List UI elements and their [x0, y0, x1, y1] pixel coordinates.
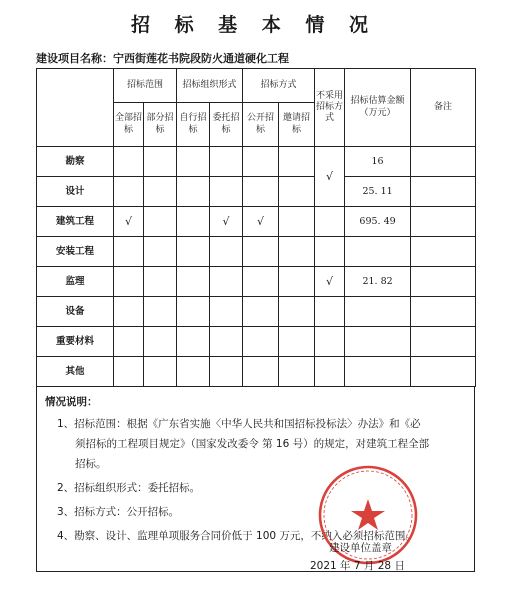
cell-amount: [345, 237, 411, 267]
cell-no-bid: [315, 207, 345, 237]
header-self: 自行招标: [177, 103, 210, 147]
corner-cell: [37, 69, 114, 147]
note-3: 3、招标方式：公开招标。: [57, 506, 180, 518]
tender-table: [36, 68, 476, 387]
cell-no-bid: √: [315, 147, 345, 207]
cell-amount: 25. 11: [345, 177, 411, 207]
table-row: [37, 267, 476, 297]
cell-remark: [411, 297, 476, 327]
cell-full: [114, 147, 144, 177]
table-row: [37, 357, 476, 387]
cell-amount: 21. 82: [345, 267, 411, 297]
cell-partial: [144, 267, 177, 297]
cell-entrust: [210, 177, 243, 207]
cell-open: [243, 357, 279, 387]
row-label: 监理: [37, 267, 114, 297]
cell-invite: [279, 297, 315, 327]
cell-self: [177, 147, 210, 177]
signature-date: 2021 年 7 月 28 日: [310, 560, 405, 572]
cell-amount: [345, 357, 411, 387]
cell-open: [243, 237, 279, 267]
cell-partial: [144, 147, 177, 177]
note-1-line-3: 招标。: [75, 458, 107, 470]
cell-no-bid: √: [315, 267, 345, 297]
cell-partial: [144, 327, 177, 357]
cell-open: √: [243, 207, 279, 237]
table-row: [37, 177, 476, 207]
cell-partial: [144, 177, 177, 207]
cell-remark: [411, 207, 476, 237]
cell-no-bid: [315, 237, 345, 267]
header-no-bid: 不采用招标方式: [315, 69, 345, 147]
note-2: 2、招标组织形式：委托招标。: [57, 482, 201, 494]
seal-star: [351, 499, 385, 530]
header-scope: 招标范围: [114, 69, 177, 103]
cell-remark: [411, 357, 476, 387]
cell-invite: [279, 237, 315, 267]
document-title: 招 标 基 本 情 况: [130, 14, 378, 36]
cell-self: [177, 297, 210, 327]
project-name: 宁西街莲花书院段防火通道硬化工程: [113, 52, 289, 65]
cell-amount: [345, 327, 411, 357]
table-row: [37, 237, 476, 267]
cell-entrust: [210, 297, 243, 327]
cell-remark: [411, 177, 476, 207]
header-open: 公开招标: [243, 103, 279, 147]
table-row: [37, 327, 476, 357]
header-partial: 部分招标: [144, 103, 177, 147]
cell-self: [177, 177, 210, 207]
cell-no-bid: [315, 297, 345, 327]
cell-full: √: [114, 207, 144, 237]
row-label: 建筑工程: [37, 207, 114, 237]
cell-self: [177, 237, 210, 267]
cell-full: [114, 237, 144, 267]
project-label: 建设项目名称：: [36, 52, 113, 65]
row-label: 重要材料: [37, 327, 114, 357]
row-label: 勘察: [37, 147, 114, 177]
cell-entrust: √: [210, 207, 243, 237]
cell-self: [177, 327, 210, 357]
table-row: [37, 147, 476, 177]
note-4: 4、勘察、设计、监理单项服务合同价低于 100 万元，不纳入必须招标范围。: [57, 530, 416, 542]
notes-title: 情况说明：: [45, 396, 98, 408]
note-1-line-1: 1、招标范围：根据《广东省实施〈中华人民共和国招标投标法〉办法》和《必: [57, 418, 421, 430]
cell-self: [177, 207, 210, 237]
cell-invite: [279, 177, 315, 207]
table-row: [37, 297, 476, 327]
cell-entrust: [210, 357, 243, 387]
cell-partial: [144, 297, 177, 327]
cell-no-bid: [315, 327, 345, 357]
cell-invite: [279, 327, 315, 357]
cell-full: [114, 327, 144, 357]
cell-amount: [345, 297, 411, 327]
cell-open: [243, 327, 279, 357]
row-label: 设备: [37, 297, 114, 327]
cell-open: [243, 177, 279, 207]
cell-invite: [279, 267, 315, 297]
cell-invite: [279, 357, 315, 387]
cell-amount: 16: [345, 147, 411, 177]
cell-self: [177, 357, 210, 387]
cell-entrust: [210, 327, 243, 357]
cell-open: [243, 147, 279, 177]
project-line: [36, 50, 289, 66]
signature-unit: 建设单位盖章: [329, 542, 392, 554]
header-entrust: 委托招标: [210, 103, 243, 147]
cell-remark: [411, 267, 476, 297]
cell-full: [114, 177, 144, 207]
table-row: [37, 207, 476, 237]
cell-entrust: [210, 267, 243, 297]
row-label: 其他: [37, 357, 114, 387]
cell-partial: [144, 357, 177, 387]
header-amount: 招标估算金额（万元）: [345, 69, 411, 147]
row-label: 安装工程: [37, 237, 114, 267]
cell-invite: [279, 207, 315, 237]
cell-no-bid: [315, 357, 345, 387]
cell-entrust: [210, 147, 243, 177]
cell-full: [114, 267, 144, 297]
header-remark: 备注: [411, 69, 476, 147]
row-label: 设计: [37, 177, 114, 207]
header-org-form: 招标组织形式: [177, 69, 243, 103]
cell-full: [114, 357, 144, 387]
note-1-line-2: 须招标的工程项目规定》（国家发改委令 第 16 号）的规定，对建筑工程全部: [75, 438, 430, 450]
cell-open: [243, 267, 279, 297]
cell-remark: [411, 327, 476, 357]
cell-partial: [144, 237, 177, 267]
cell-open: [243, 297, 279, 327]
cell-amount: 695. 49: [345, 207, 411, 237]
header-invite: 邀请招标: [279, 103, 315, 147]
cell-remark: [411, 237, 476, 267]
cell-self: [177, 267, 210, 297]
cell-remark: [411, 147, 476, 177]
cell-partial: [144, 207, 177, 237]
cell-full: [114, 297, 144, 327]
cell-invite: [279, 147, 315, 177]
header-method: 招标方式: [243, 69, 315, 103]
cell-entrust: [210, 237, 243, 267]
header-full: 全部招标: [114, 103, 144, 147]
